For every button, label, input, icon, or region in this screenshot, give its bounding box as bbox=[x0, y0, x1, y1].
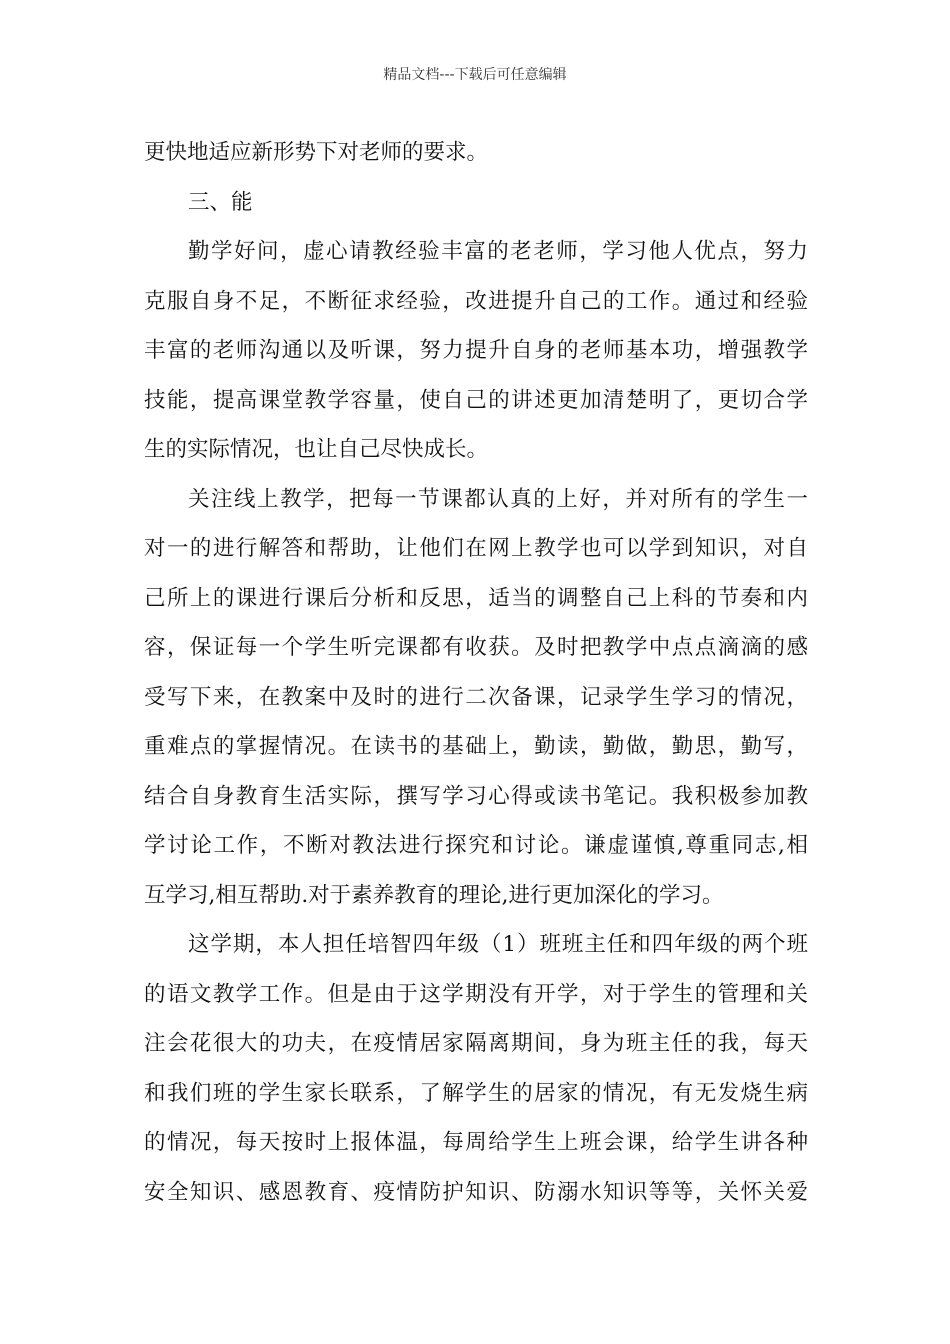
text-line: 结合自身教育生活实际，撰写学习心得或读书笔记。我积极参加教 bbox=[144, 783, 808, 809]
section-heading: 三、能 bbox=[188, 189, 253, 215]
text-line: 学讨论工作，不断对教法进行探究和讨论。谦虚谨慎,尊重同志,相 bbox=[144, 833, 808, 858]
text-line: 重难点的掌握情况。在读书的基础上，勤读，勤做，勤思，勤写， bbox=[144, 734, 808, 759]
document-body bbox=[144, 128, 808, 1217]
text-line: 容，保证每一个学生听完课都有收获。及时把教学中点点滴滴的感 bbox=[144, 635, 808, 660]
text-line: 注会花很大的功夫，在疫情居家隔离期间，身为班主任的我，每天 bbox=[144, 1031, 808, 1056]
text-line: 受写下来，在教案中及时的进行二次备课，记录学生学习的情况， bbox=[144, 684, 808, 710]
text-line: 对一的进行解答和帮助，让他们在网上教学也可以学到知识，对自 bbox=[144, 536, 808, 561]
text-line: 生的实际情况，也让自己尽快成长。 bbox=[144, 437, 489, 462]
text-line: 安全知识、感恩教育、疫情防护知识、防溺水知识等等，关怀关爱 bbox=[144, 1179, 808, 1205]
text-line: 勤学好问，虚心请教经验丰富的老老师，学习他人优点，努力 bbox=[188, 239, 808, 264]
text-line: 这学期，本人担任培智四年级（1）班班主任和四年级的两个班 bbox=[188, 932, 808, 957]
text-line: 的语文教学工作。但是由于这学期没有开学，对于学生的管理和关 bbox=[144, 981, 808, 1007]
page-header: 精品文档---下载后可任意编辑 bbox=[383, 67, 567, 83]
text-line: 的情况，每天按时上报体温，每周给学生上班会课，给学生讲各种 bbox=[144, 1130, 808, 1155]
text-line: 技能，提高课堂教学容量，使自己的讲述更加清楚明了，更切合学 bbox=[144, 387, 808, 413]
text-line: 己所上的课进行课后分析和反思，适当的调整自己上科的节奏和内 bbox=[144, 585, 808, 611]
text-line: 更快地适应新形势下对老师的要求。 bbox=[144, 140, 489, 165]
text-line: 互学习,相互帮助.对于素养教育的理论,进行更加深化的学习。 bbox=[144, 882, 724, 908]
text-line: 丰富的老师沟通以及听课，努力提升自身的老师基本功，增强教学 bbox=[144, 338, 808, 363]
text-line: 关注线上教学，把每一节课都认真的上好，并对所有的学生一 bbox=[188, 486, 808, 512]
text-line: 和我们班的学生家长联系，了解学生的居家的情况，有无发烧生病 bbox=[144, 1080, 808, 1106]
text-line: 克服自身不足，不断征求经验，改进提升自己的工作。通过和经验 bbox=[144, 288, 808, 314]
